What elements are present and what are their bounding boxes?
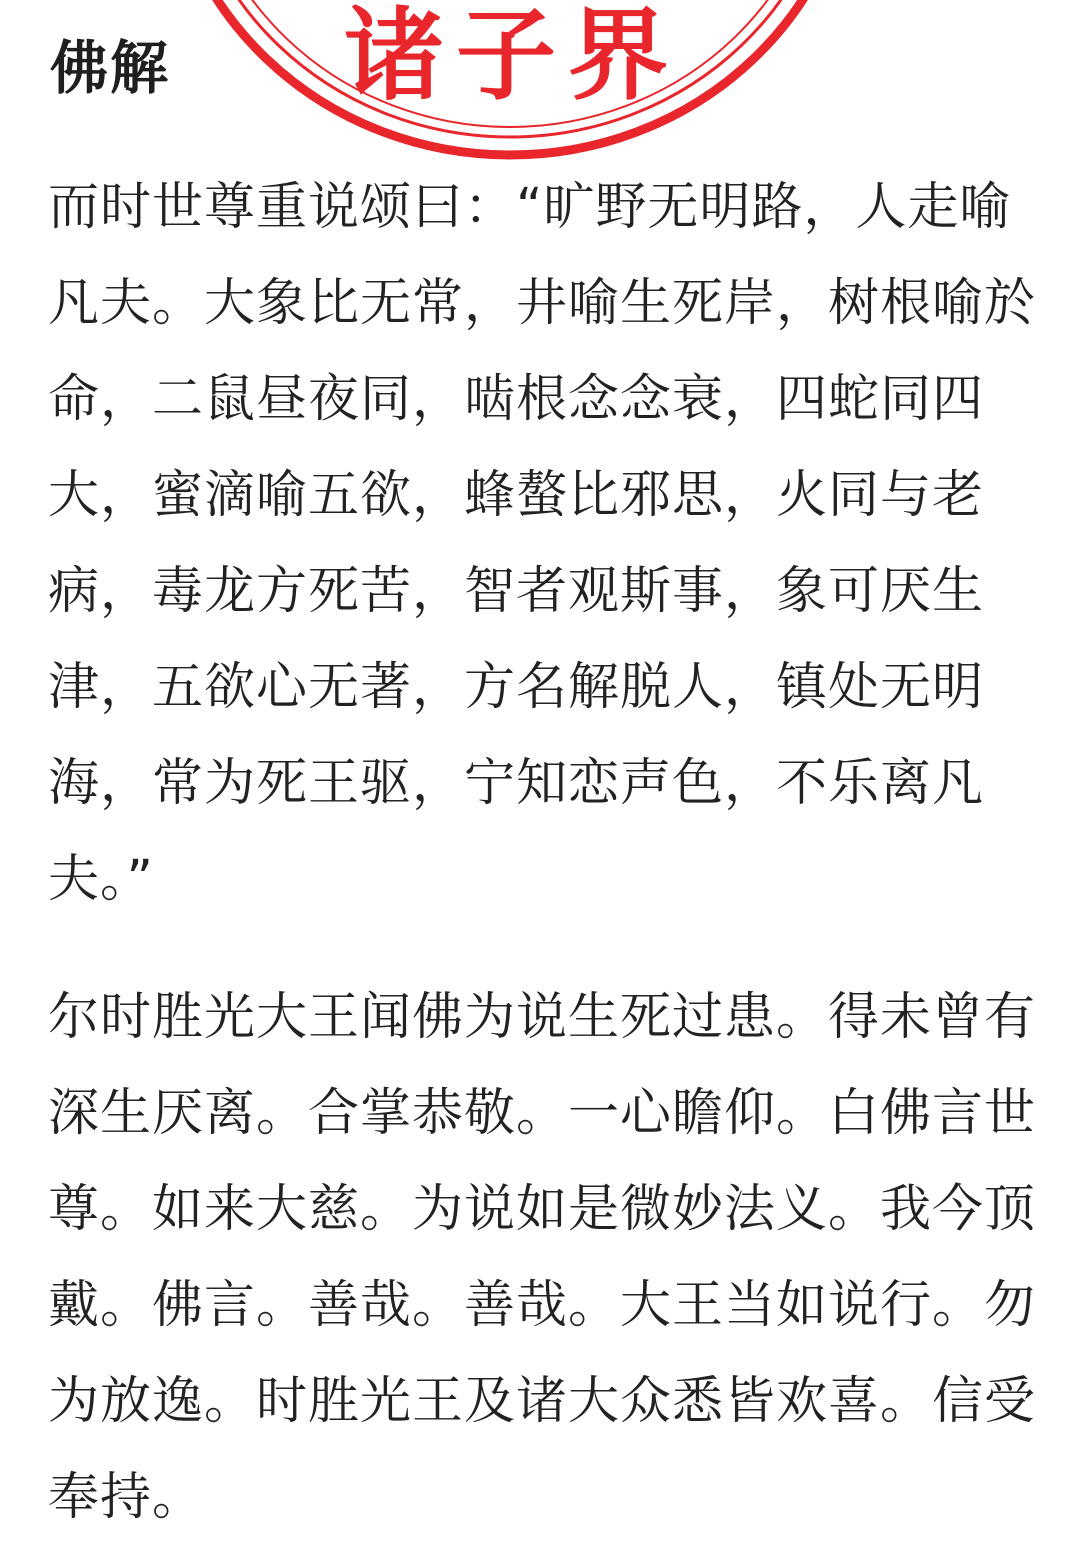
paragraph-narrative: 尔时胜光大王闻佛为说生死过患。得未曾有深生厌离。合掌恭敬。一心瞻仰。白佛言世尊。如来大慈。为说如是微妙法义。我今顶戴。佛言。善哉。善哉。大王当如说行。勿为放逸。时胜光王及诸大众悉皆欢喜。信受奉持。 [48, 988, 1037, 1527]
page-title: 佛解 [50, 34, 171, 102]
watermark-text: 诸子界 [344, 0, 680, 114]
watermark-seal [150, 0, 870, 170]
paragraph-verse: 而时世尊重说颂曰：“旷野无明路，人走喻凡夫。大象比无常，井喻生死岸，树根喻於命，二鼠昼夜同，啮根念念衰，四蛇同四大，蜜滴喻五欲，蜂螯比邪思，火同与老病，毒龙方死苦，智者观斯事，象可厌生津，五欲心无著，方名解脱人，镇处无明海，常为死王驱，宁知恋声色，不乐离凡夫。” [48, 178, 1037, 909]
